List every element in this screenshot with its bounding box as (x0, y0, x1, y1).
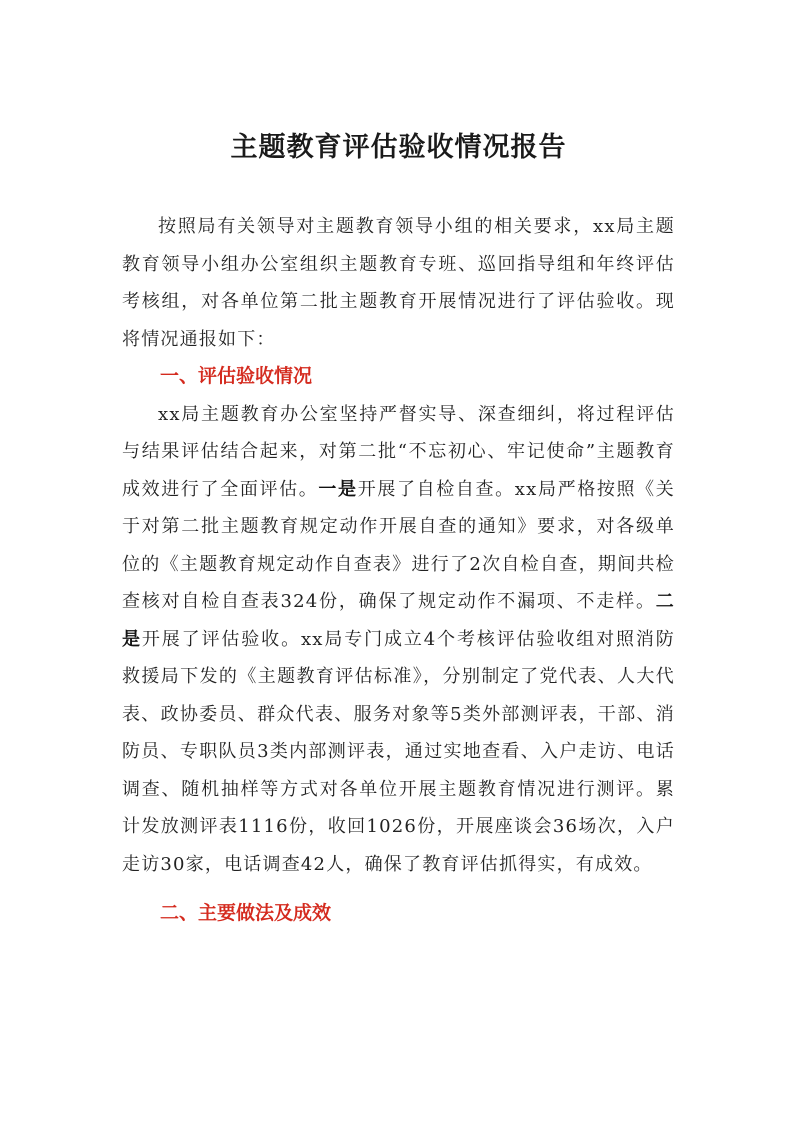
section1-text-a: xx局主题教育办公室坚持严督实导、深查细纠，将过程评估与结果评估结合起来，对第二批“不忘初心、牢记使命”主题教育成效进行了全面评估。 (122, 403, 675, 500)
document-title: 主题教育评估验收情况报告 (230, 132, 567, 163)
section-heading-2: 二、主要做法及成效 (160, 902, 332, 924)
section1-text-c: 开展了评估验收。xx局专门成立4个考核评估验收组对照消防救援局下发的《主题教育评估标准》，分别制定了党代表、人大代表、政协委员、群众代表、服务对象等5类外部测评表，干部、消防员、专职队员3类内部测评表，通过实地查看、入户走访、电话调查、随机抽样等方式对各单位开展主题教育情况进行测评。累计发放测评表1116份，收回1026份，开展座谈会36场次，入户走访30家，电话调查42人，确保了教育评估抓得实，有成效。 (122, 628, 675, 875)
section-heading-1: 一、评估验收情况 (160, 365, 313, 387)
lead-marker-1: 一是 (318, 478, 358, 500)
lead-marker-2: 二是 (122, 591, 675, 650)
intro-paragraph: 按照局有关领导对主题教育领导小组的相关要求，xx局主题教育领导小组办公室组织主题教育专班、巡回指导组和年终评估考核组，对各单位第二批主题教育开展情况进行了评估验收。现将情况通报如下： (122, 216, 675, 350)
section1-paragraph (122, 396, 675, 884)
section1-text-b: 开展了自检自查。xx局严格按照《关于对第二批主题教育规定动作开展自查的通知》要求，对各级单位的《主题教育规定动作自查表》进行了2次自检自查，期间共检查核对自检自查表324份，确保了规定动作不漏项、不走样。 (122, 478, 675, 612)
